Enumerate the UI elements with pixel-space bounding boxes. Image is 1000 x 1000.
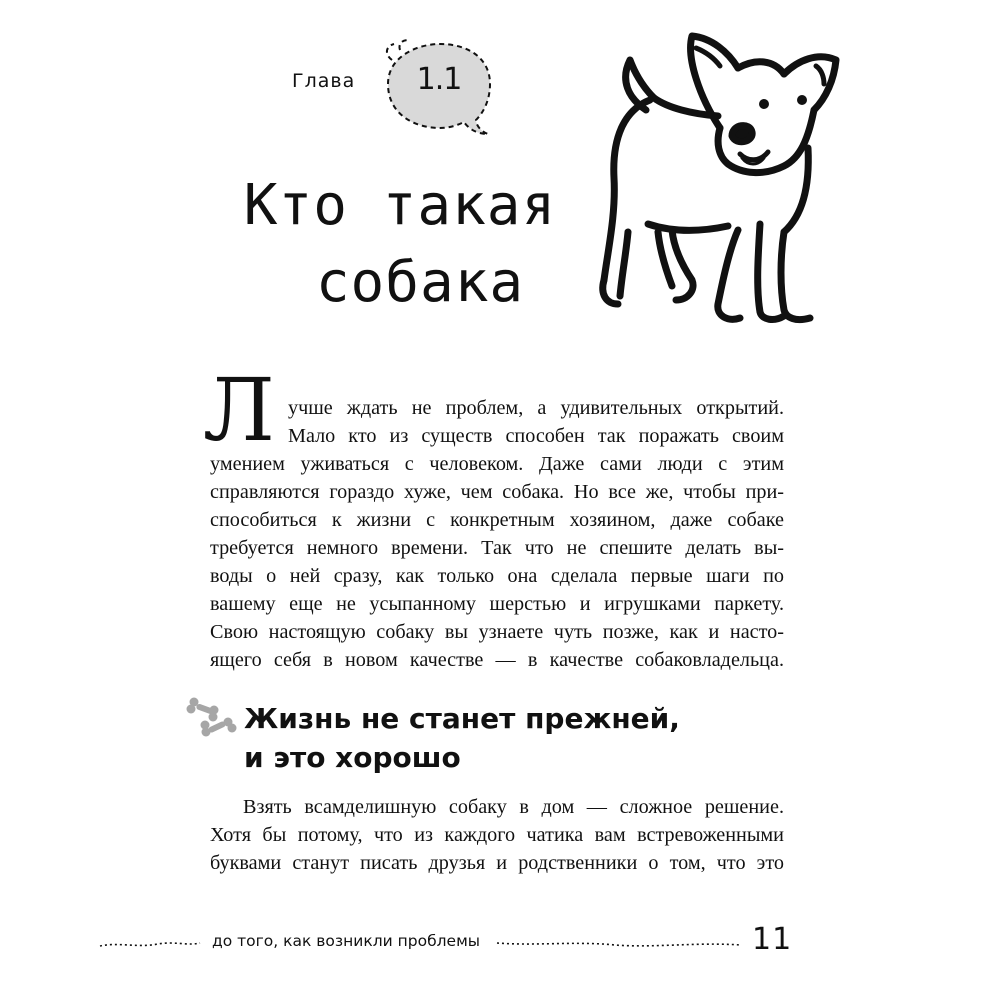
intro-line: справляются гораздо хуже, чем собака. Но все же, чтобы при- [210, 481, 784, 503]
section-line: Хотя бы потому, что из каждого чатика вам встревоженными [210, 824, 784, 846]
chapter-label: Глава [292, 70, 356, 92]
intro-line: требуется немного времени. Так что не спешите делать вы- [210, 537, 784, 559]
section-line: буквами станут писать друзья и родственники о том, что это [210, 852, 784, 874]
intro-line: Свою настоящую собаку вы узнаете чуть позже, как и насто- [210, 621, 784, 643]
drop-cap: Л [203, 361, 275, 461]
intro-line: ящего себя в новом качестве — в качестве собаковладельца. [210, 649, 784, 671]
page-number: 11 [752, 922, 793, 957]
footer-decorative-line [495, 938, 743, 950]
running-title: до того, как возникли проблемы [212, 932, 480, 950]
chapter-title-line-2: собака [315, 250, 525, 315]
chapter-title-line-1: Кто такая [243, 173, 557, 238]
intro-line: способиться к жизни с конкретным хозяином, даже собаке [210, 509, 784, 531]
intro-line: учше ждать не проблем, а удивительных открытий. [288, 397, 784, 419]
chapter-number: 1.1 [416, 62, 462, 97]
footer-decorative-line [98, 938, 202, 950]
section-heading-line-1: Жизнь не станет прежней, [244, 702, 680, 735]
intro-line: воды о ней сразу, как только она сделала первые шаги по [210, 565, 784, 587]
intro-line: Мало кто из существ способен так поражать своим [288, 425, 784, 447]
section-line: Взять всамделишную собаку в дом — сложное решение. [243, 796, 784, 818]
intro-line: умением уживаться с человеком. Даже сами люди с этим [210, 453, 784, 475]
section-heading-line-2: и это хорошо [244, 741, 461, 774]
dog-illustration [588, 18, 843, 338]
intro-line: вашему еще не усыпанному шерстью и игрушками паркету. [210, 593, 784, 615]
bone-icon [186, 696, 238, 742]
